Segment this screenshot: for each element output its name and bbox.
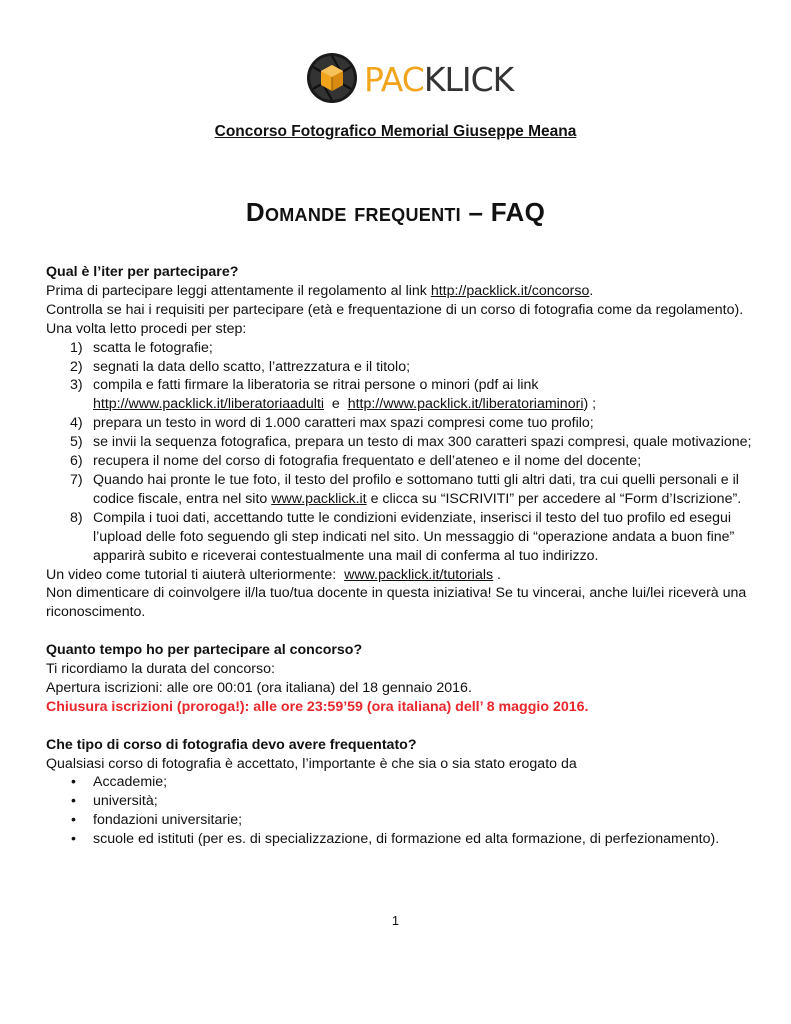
iter-paragraph-1 bbox=[46, 282, 766, 301]
list-item-text: scuole ed istituti (per es. di specializzazione, di formazione ed alta formazione, di perfezionamento). bbox=[93, 831, 720, 848]
iter-paragraph-2: Controlla se hai i requisiti per partecipare (età e frequentazione di un corso di fotografia come da regolamento). Una volta letto procedi per step: bbox=[46, 301, 744, 337]
step-text: Quando hai pronte le tue foto, il testo del profilo e sottomano tutti gli altri dati, tra cui quelli personali e il codice fiscale, entra nel sito bbox=[93, 471, 739, 507]
tempo-line-1: Ti ricordiamo la durata del concorso: bbox=[46, 661, 275, 678]
step-text-mid: e bbox=[324, 396, 348, 413]
closing-paragraph: Non dimenticare di coinvolgere il/la tuo/tua docente in questa iniziativa! Se tu vincerai, anche lui/lei riceverà una riconoscimento. bbox=[46, 585, 747, 621]
title-dash: – bbox=[460, 197, 491, 227]
step-number: 1) bbox=[70, 339, 83, 356]
logo-text-pac: PAC bbox=[364, 60, 424, 99]
question-tempo: Quanto tempo ho per partecipare al concorso? bbox=[46, 642, 363, 659]
step-item bbox=[46, 414, 766, 433]
title-rest: omande frequenti bbox=[264, 197, 461, 227]
step-item bbox=[46, 339, 766, 358]
iter-p1-text: Prima di partecipare leggi attentamente il regolamento al link bbox=[46, 282, 431, 299]
aperture-icon bbox=[306, 52, 358, 104]
video-tutorial-line bbox=[46, 566, 766, 585]
step-number: 5) bbox=[70, 434, 83, 451]
step-number: 3) bbox=[70, 377, 83, 394]
step-item bbox=[46, 471, 766, 509]
spacer bbox=[46, 717, 766, 736]
step-number: 4) bbox=[70, 415, 83, 432]
faq-body bbox=[46, 263, 766, 849]
video-text-end: . bbox=[493, 566, 501, 583]
packlick-site-link[interactable]: www.packlick.it bbox=[271, 490, 367, 507]
list-item-text: Accademie; bbox=[93, 774, 168, 791]
tempo-line-2: Apertura iscrizioni: alle ore 00:01 (ora italiana) del 18 gennaio 2016. bbox=[46, 679, 472, 696]
step-text: compila e fatti firmare la liberatoria se ritrai persone o minori (pdf ai link bbox=[93, 377, 539, 394]
step-item bbox=[46, 452, 766, 471]
packlick-logo bbox=[306, 52, 514, 110]
step-text: scatta le fotografie; bbox=[93, 339, 213, 356]
step-item bbox=[46, 509, 766, 566]
contest-subtitle: Concorso Fotografico Memorial Giuseppe Meana bbox=[214, 123, 577, 140]
list-item-text: fondazioni universitarie; bbox=[93, 812, 243, 829]
liberatoria-adulti-link[interactable]: http://www.packlick.it/liberatoriaadulti bbox=[93, 396, 325, 413]
step-item bbox=[46, 376, 766, 414]
bullet-icon: • bbox=[71, 831, 76, 848]
institutions-list bbox=[46, 773, 766, 849]
closing-date-notice: Chiusura iscrizioni (proroga!): alle ore 23:59’59 (ora italiana) dell’ 8 maggio 2016. bbox=[46, 698, 589, 715]
bullet-icon: • bbox=[71, 793, 76, 810]
step-text-end: ) ; bbox=[583, 396, 597, 413]
title-faq: FAQ bbox=[490, 197, 546, 227]
logo-wordmark bbox=[364, 60, 513, 100]
step-number: 8) bbox=[70, 509, 83, 526]
step-text: recupera il nome del corso di fotografia frequentato e dell’ateneo e il nome del docente; bbox=[93, 453, 642, 470]
bullet-icon: • bbox=[71, 812, 76, 829]
step-number: 2) bbox=[70, 358, 83, 375]
question-corso: Che tipo di corso di fotografia devo avere frequentato? bbox=[46, 736, 417, 753]
page-number: 1 bbox=[391, 913, 400, 928]
step-text: segnati la data dello scatto, l’attrezzatura e il titolo; bbox=[93, 358, 411, 375]
video-text: Un video come tutorial ti aiuterà ulteriormente: bbox=[46, 566, 345, 583]
title-initial: D bbox=[245, 197, 265, 227]
spacer bbox=[46, 622, 766, 641]
corso-line-1: Qualsiasi corso di fotografia è accettato, l’importante è che sia o sia stato erogato da bbox=[46, 755, 577, 772]
steps-list bbox=[46, 339, 766, 566]
page-title bbox=[0, 197, 791, 228]
list-item bbox=[46, 830, 766, 849]
logo-text-lick: LICK bbox=[444, 60, 514, 99]
step-number: 6) bbox=[70, 453, 83, 470]
step-text: prepara un testo in word di 1.000 caratteri max spazi compresi come tuo profilo; bbox=[93, 415, 594, 432]
iter-p1-end: . bbox=[589, 282, 594, 299]
step-item bbox=[46, 433, 766, 452]
regolamento-link[interactable]: http://packlick.it/concorso bbox=[430, 282, 590, 299]
step-number: 7) bbox=[70, 471, 83, 488]
list-item bbox=[46, 792, 766, 811]
list-item-text: università; bbox=[93, 793, 158, 810]
bullet-icon: • bbox=[71, 774, 76, 791]
step-text: se invii la sequenza fotografica, prepara un testo di max 300 caratteri spazi compresi, quale motivazione; bbox=[93, 434, 752, 451]
tutorials-link[interactable]: www.packlick.it/tutorials bbox=[344, 566, 494, 583]
step-item bbox=[46, 358, 766, 377]
logo-text-k: K bbox=[423, 60, 445, 99]
step-text: Compila i tuoi dati, accettando tutte le condizioni evidenziate, inserisci il testo del tuo profilo ed esegui l’upload delle foto seguendo gli step indicati nel sito. Un messaggio di “operazione andata a buon fine” apparirà subito e riceverai contestualmente una mail di conferma al tuo indirizzo. bbox=[93, 509, 735, 564]
liberatoria-minori-link[interactable]: http://www.packlick.it/liberatoriaminori bbox=[347, 396, 584, 413]
question-iter: Qual è l’iter per partecipare? bbox=[46, 264, 239, 280]
list-item bbox=[46, 811, 766, 830]
step-text-end: e clicca su “ISCRIVITI” per accedere al “Form d’Iscrizione”. bbox=[366, 490, 742, 507]
list-item bbox=[46, 773, 766, 792]
